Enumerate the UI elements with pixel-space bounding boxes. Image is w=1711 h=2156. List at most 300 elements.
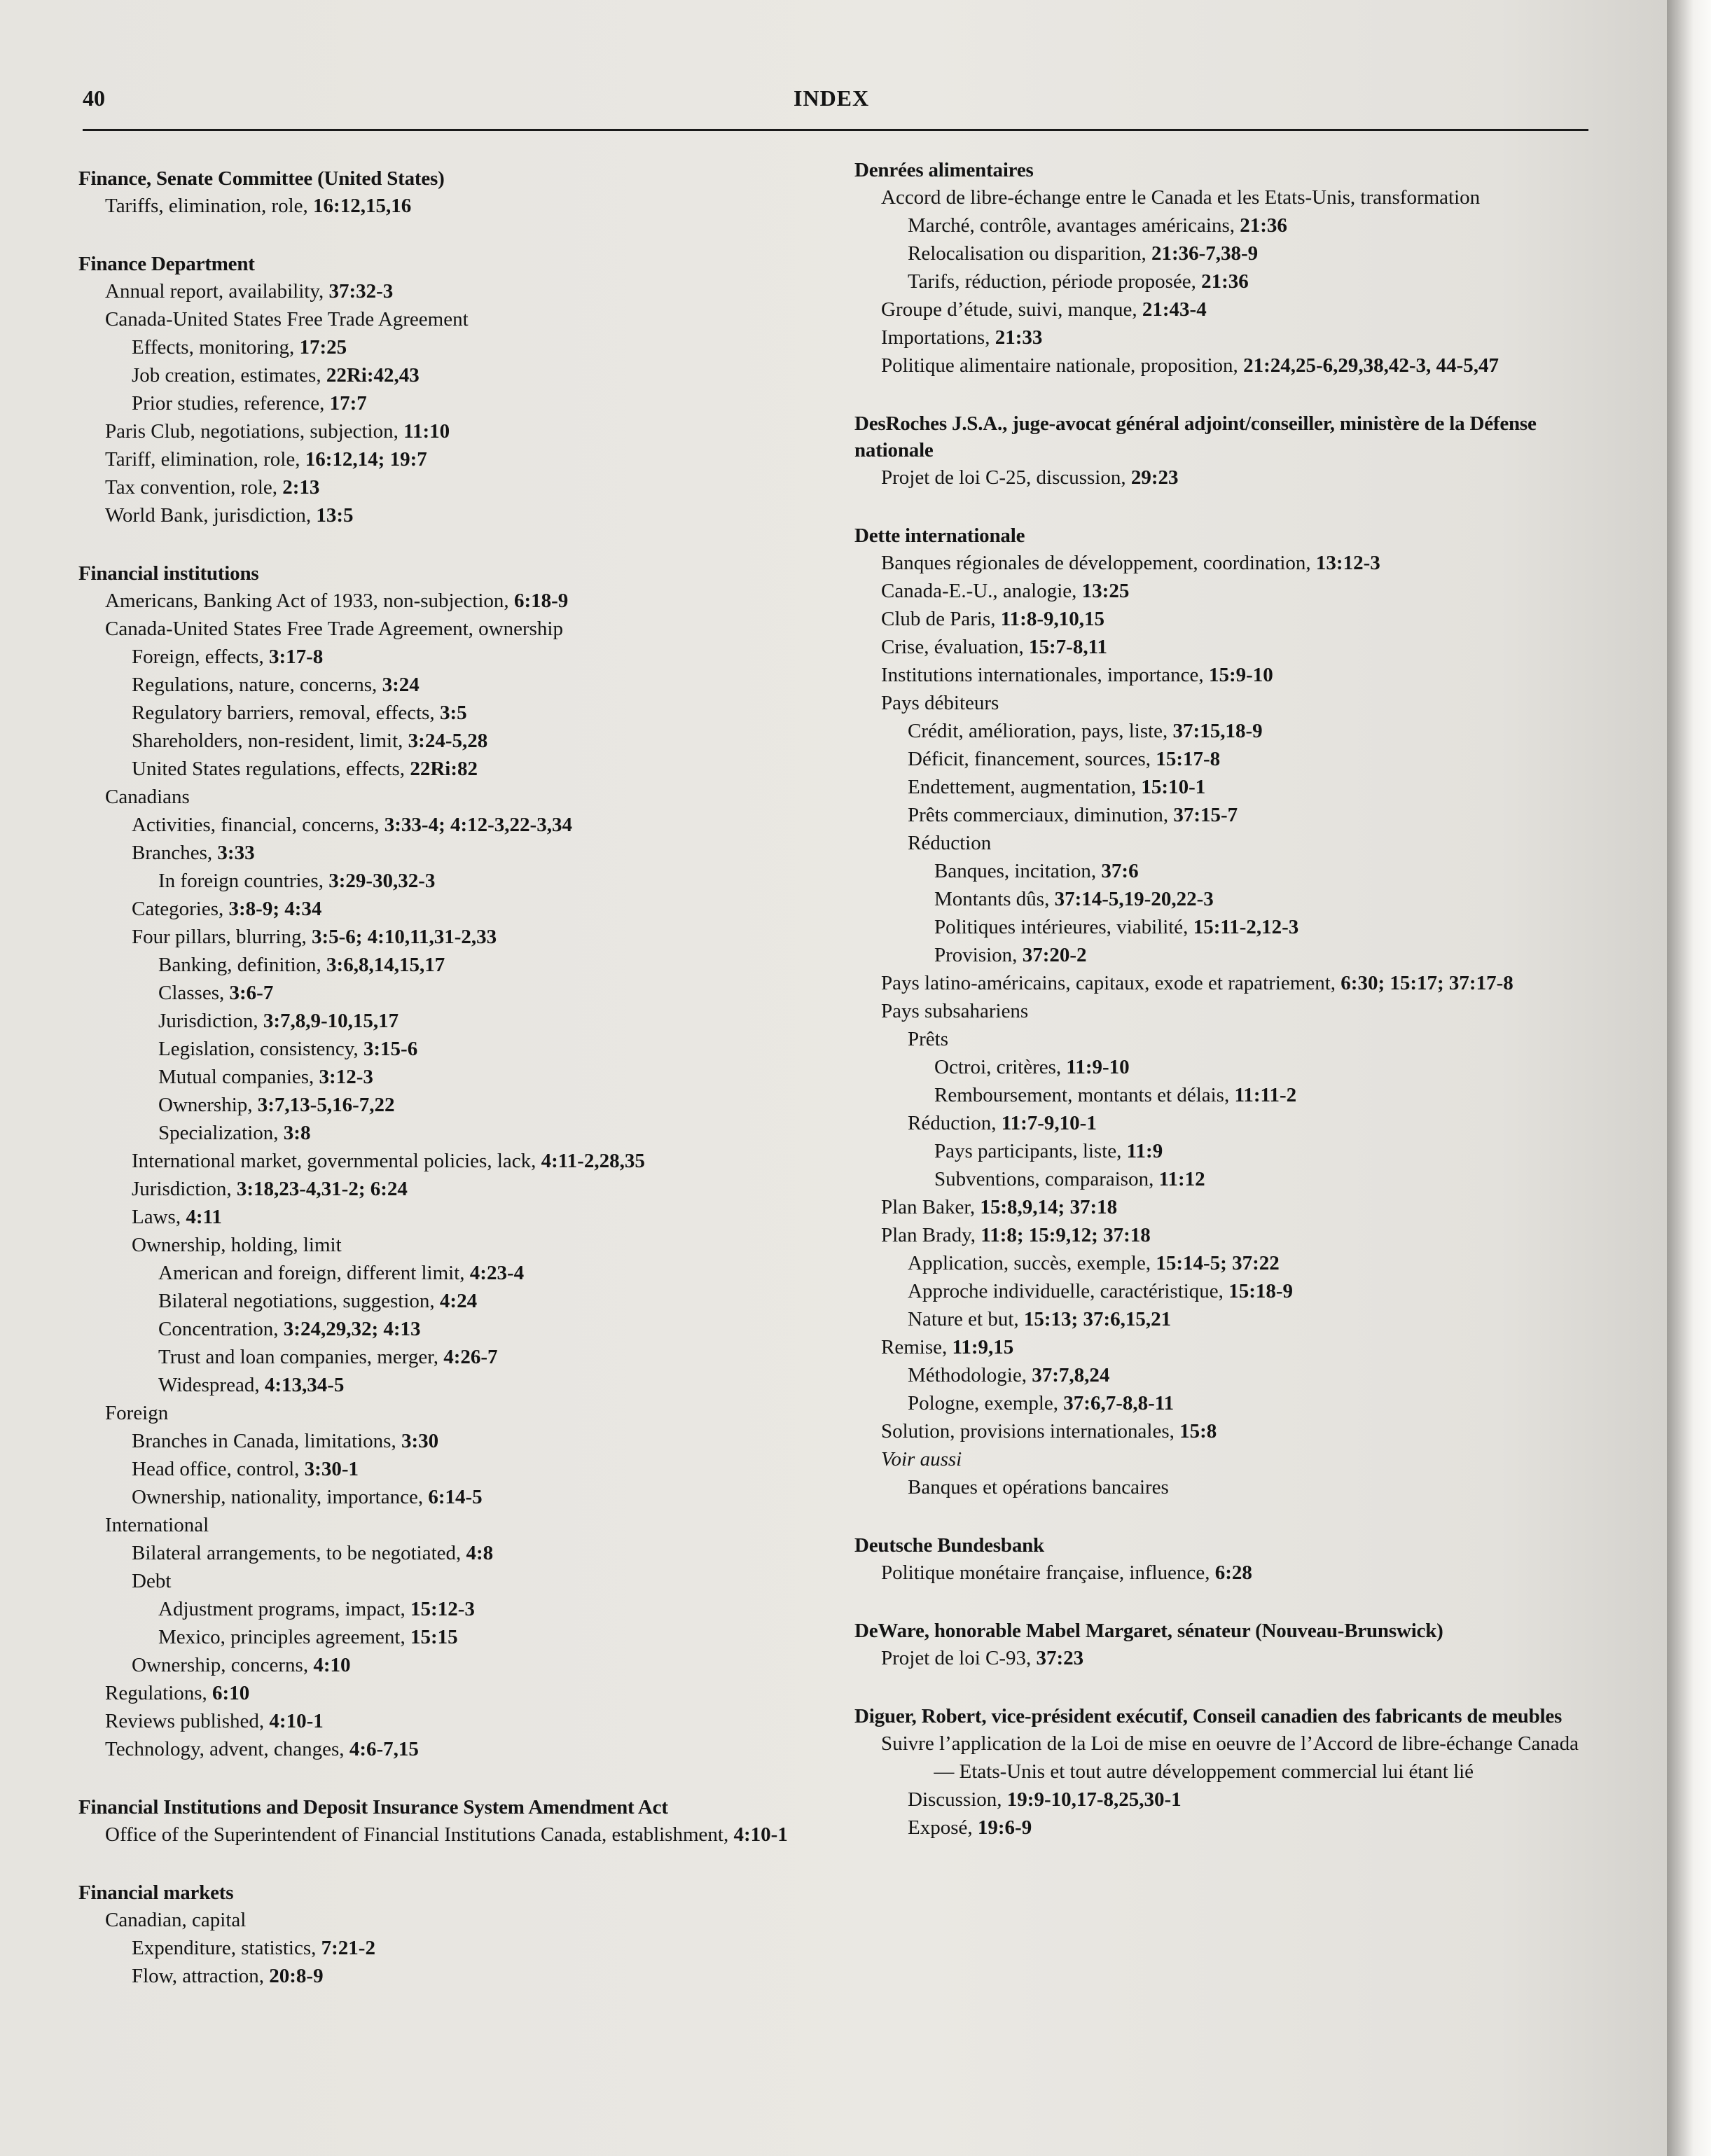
entry-text: Laws, xyxy=(132,1206,186,1228)
entry-text: Plan Baker, xyxy=(881,1196,981,1218)
entry-text: Politique alimentaire nationale, proposition, xyxy=(881,354,1244,377)
index-entry xyxy=(908,267,1604,295)
entry-reference: 21:36 xyxy=(1201,270,1249,293)
entry-reference: 2:13 xyxy=(282,476,320,499)
index-entry xyxy=(105,783,856,811)
entry-text: Ownership, concerns, xyxy=(132,1654,314,1676)
page-title: INDEX xyxy=(794,85,870,111)
index-entry xyxy=(158,1063,856,1091)
index-entry xyxy=(881,464,1604,492)
entry-reference: 4:11-2,28,35 xyxy=(541,1150,645,1172)
entry-text: Banques, incitation, xyxy=(934,860,1102,882)
index-entry xyxy=(881,605,1604,633)
entry-text: Crédit, amélioration, pays, liste, xyxy=(908,720,1173,742)
entry-reference: 21:36-7,38-9 xyxy=(1151,242,1259,265)
index-entry xyxy=(881,1333,1604,1361)
entry-text: Pays participants, liste, xyxy=(934,1140,1127,1162)
index-entry xyxy=(105,1735,856,1763)
entry-text: Concentration, xyxy=(158,1318,284,1340)
index-entry xyxy=(105,1707,856,1735)
index-heading: Deutsche Bundesbank xyxy=(854,1534,1044,1557)
index-entry xyxy=(158,979,856,1007)
entry-text: Pays latino-américains, capitaux, exode et rapatriement, xyxy=(881,972,1341,994)
entry-reference: 6:14-5 xyxy=(428,1486,483,1508)
entry-text: Head office, control, xyxy=(132,1458,305,1480)
page-header xyxy=(83,85,1588,134)
entry-text: Tariffs, elimination, role, xyxy=(105,195,314,217)
entry-text: Pays subsahariens xyxy=(881,1000,1029,1022)
entry-text: Banques et opérations bancaires xyxy=(908,1476,1169,1498)
entry-text: Tax convention, role, xyxy=(105,476,283,499)
entry-text: Jurisdiction, xyxy=(132,1178,237,1200)
index-entry xyxy=(105,501,856,529)
index-entry xyxy=(132,1567,856,1595)
entry-reference: 20:8-9 xyxy=(269,1965,324,1987)
entry-reference: 4:10 xyxy=(313,1654,351,1676)
index-entry xyxy=(105,1906,856,1934)
entry-reference: 15:18-9 xyxy=(1228,1280,1294,1302)
entry-reference: 21:33 xyxy=(995,326,1043,349)
entry-reference: 11:10 xyxy=(403,420,450,443)
index-entry xyxy=(881,1221,1604,1249)
entry-text: Regulations, nature, concerns, xyxy=(132,674,382,696)
entry-text: Voir aussi xyxy=(881,1448,962,1470)
entry-reference: 3:5 xyxy=(439,702,467,724)
entry-text: Mutual companies, xyxy=(158,1066,319,1088)
entry-reference: 17:25 xyxy=(299,336,347,359)
index-entry xyxy=(881,577,1604,605)
index-entry xyxy=(908,1814,1604,1842)
header-rule xyxy=(83,129,1588,131)
entry-text: Activities, financial, concerns, xyxy=(132,814,385,836)
index-entry xyxy=(934,1165,1604,1193)
entry-gap xyxy=(78,220,856,251)
entry-text: Technology, advent, changes, xyxy=(105,1738,349,1760)
index-entry xyxy=(908,1473,1604,1501)
entry-text: Branches in Canada, limitations, xyxy=(132,1430,401,1452)
entry-reference: 11:12 xyxy=(1158,1168,1205,1190)
index-entry xyxy=(908,1249,1604,1277)
entry-reference: 4:10-1 xyxy=(733,1823,788,1846)
index-entry xyxy=(158,1623,856,1651)
entry-reference: 15:14-5; 37:22 xyxy=(1156,1252,1280,1274)
entry-reference: 3:33-4; 4:12-3,22-3,34 xyxy=(384,814,572,836)
index-column-right xyxy=(854,157,1604,1842)
index-entry xyxy=(132,699,856,727)
index-entry xyxy=(908,717,1604,745)
entry-text: Regulatory barriers, removal, effects, xyxy=(132,702,440,724)
entry-text: Four pillars, blurring, xyxy=(132,926,312,948)
index-entry xyxy=(158,1343,856,1371)
index-entry xyxy=(105,417,856,445)
entry-text: Expenditure, statistics, xyxy=(132,1937,321,1959)
entry-text: Provision, xyxy=(934,944,1023,966)
index-entry xyxy=(105,1679,856,1707)
entry-reference: 13:12-3 xyxy=(1315,552,1380,574)
index-heading: Finance Department xyxy=(78,253,255,275)
entry-text: American and foreign, different limit, xyxy=(158,1262,470,1284)
entry-text: Prêts commerciaux, diminution, xyxy=(908,804,1174,826)
entry-text: Categories, xyxy=(132,898,229,920)
index-column-left xyxy=(78,165,856,1990)
entry-reference: 3:30-1 xyxy=(304,1458,359,1480)
index-entry xyxy=(105,615,856,643)
entry-text: Annual report, availability, xyxy=(105,280,329,302)
entry-gap xyxy=(854,492,1604,522)
entry-reference: 16:12,14; 19:7 xyxy=(305,448,427,471)
entry-text: Trust and loan companies, merger, xyxy=(158,1346,444,1368)
entry-text: Effects, monitoring, xyxy=(132,336,300,359)
entry-text: Foreign, effects, xyxy=(132,646,269,668)
entry-text: Debt xyxy=(132,1570,172,1592)
index-entry xyxy=(934,941,1604,969)
entry-reference: 6:10 xyxy=(212,1682,250,1704)
entry-reference: 11:9,15 xyxy=(952,1336,1014,1358)
index-entry xyxy=(908,1389,1604,1417)
index-entry xyxy=(158,1315,856,1343)
entry-text: Approche individuelle, caractéristique, xyxy=(908,1280,1229,1302)
entry-reference: 17:7 xyxy=(329,392,367,415)
index-entry xyxy=(105,445,856,473)
index-entry xyxy=(158,1091,856,1119)
entry-reference: 22Ri:82 xyxy=(410,758,478,780)
index-entry xyxy=(934,1137,1604,1165)
entry-text: Subventions, comparaison, xyxy=(934,1168,1159,1190)
index-entry xyxy=(132,1427,856,1455)
entry-text: Canada-United States Free Trade Agreement, ownership xyxy=(105,618,563,640)
entry-text: Job creation, estimates, xyxy=(132,364,326,387)
entry-text: Accord de libre-échange entre le Canada et les Etats-Unis, transformation xyxy=(881,186,1481,209)
entry-reference: 16:12,15,16 xyxy=(313,195,412,217)
index-entry xyxy=(934,913,1604,941)
index-entry xyxy=(132,727,856,755)
index-entry xyxy=(132,1539,856,1567)
entry-text: Réduction, xyxy=(908,1112,1002,1134)
entry-text: Widespread, xyxy=(158,1374,265,1396)
entry-text: Bilateral negotiations, suggestion, xyxy=(158,1290,440,1312)
entry-text: Shareholders, non-resident, limit, xyxy=(132,730,408,752)
entry-text: Nature et but, xyxy=(908,1308,1024,1330)
entry-text: Politique monétaire française, influence, xyxy=(881,1562,1215,1584)
entry-text: Politiques intérieures, viabilité, xyxy=(934,916,1193,938)
entry-reference: 15:8 xyxy=(1179,1420,1217,1442)
entry-text: Exposé, xyxy=(908,1816,978,1839)
entry-reference: 4:8 xyxy=(466,1542,494,1564)
index-entry xyxy=(881,997,1604,1025)
entry-text: Suivre l’application de la Loi de mise en oeuvre de l’Accord de libre-échange Canada — Etats-Unis et tout autre développement commercial lui étant lié xyxy=(881,1732,1579,1783)
index-entry xyxy=(132,1203,856,1231)
entry-text: Ownership, nationality, importance, xyxy=(132,1486,429,1508)
entry-text: Prior studies, reference, xyxy=(132,392,330,415)
entry-reference: 22Ri:42,43 xyxy=(326,364,420,387)
index-entry xyxy=(158,1371,856,1399)
entry-text: Canadians xyxy=(105,786,190,808)
entry-reference: 3:8 xyxy=(283,1122,311,1144)
entry-reference: 29:23 xyxy=(1130,466,1179,489)
index-entry xyxy=(158,1007,856,1035)
entry-reference: 3:18,23-4,31-2; 6:24 xyxy=(236,1178,408,1200)
entry-text: Americans, Banking Act of 1933, non-subjection, xyxy=(105,590,514,612)
entry-text: International market, governmental policies, lack, xyxy=(132,1150,541,1172)
index-entry xyxy=(132,811,856,839)
entry-text: Remise, xyxy=(881,1336,953,1358)
index-entry xyxy=(908,745,1604,773)
index-entry xyxy=(158,1595,856,1623)
index-entry xyxy=(881,324,1604,352)
entry-reference: 11:9-10 xyxy=(1066,1056,1130,1078)
entry-reference: 3:5-6; 4:10,11,31-2,33 xyxy=(311,926,497,948)
entry-text: Regulations, xyxy=(105,1682,213,1704)
entry-reference: 11:8; 15:9,12; 37:18 xyxy=(981,1224,1151,1246)
index-entry xyxy=(105,277,856,305)
entry-reference: 3:24 xyxy=(382,674,420,696)
index-entry xyxy=(881,183,1604,211)
index-entry xyxy=(908,773,1604,801)
index-entry xyxy=(908,1361,1604,1389)
index-entry xyxy=(881,689,1604,717)
entry-text: Application, succès, exemple, xyxy=(908,1252,1156,1274)
entry-reference: 6:18-9 xyxy=(513,590,569,612)
entry-reference: 15:13; 37:6,15,21 xyxy=(1023,1308,1172,1330)
entry-reference: 7:21-2 xyxy=(321,1937,375,1959)
index-entry xyxy=(132,389,856,417)
index-entry xyxy=(105,1511,856,1539)
entry-text: Mexico, principles agreement, xyxy=(158,1626,410,1648)
entry-text: Jurisdiction, xyxy=(158,1010,263,1032)
entry-reference: 3:7,13-5,16-7,22 xyxy=(257,1094,395,1116)
entry-reference: 37:7,8,24 xyxy=(1032,1364,1110,1386)
index-entry xyxy=(881,295,1604,324)
entry-reference: 4:10-1 xyxy=(269,1710,324,1732)
index-entry xyxy=(105,192,856,220)
index-entry xyxy=(158,951,856,979)
entry-reference: 3:7,8,9-10,15,17 xyxy=(263,1010,399,1032)
index-entry xyxy=(132,1175,856,1203)
index-entry xyxy=(132,1962,856,1990)
entry-text: Flow, attraction, xyxy=(132,1965,270,1987)
index-entry xyxy=(132,1934,856,1962)
entry-gap xyxy=(854,1587,1604,1618)
entry-reference: 19:9-10,17-8,25,30-1 xyxy=(1006,1788,1182,1811)
entry-text: Tariff, elimination, role, xyxy=(105,448,305,471)
index-entry xyxy=(881,352,1604,380)
index-entry xyxy=(881,1644,1604,1672)
entry-reference: 11:7-9,10-1 xyxy=(1001,1112,1097,1134)
entry-text: Specialization, xyxy=(158,1122,284,1144)
index-entry xyxy=(908,829,1604,857)
entry-reference: 3:29-30,32-3 xyxy=(328,870,436,892)
index-heading: Financial Institutions and Deposit Insurance System Amendment Act xyxy=(78,1796,668,1818)
entry-text: Tarifs, réduction, période proposée, xyxy=(908,270,1202,293)
entry-text: Crise, évaluation, xyxy=(881,636,1030,658)
index-entry xyxy=(908,1277,1604,1305)
index-entry xyxy=(881,1730,1604,1786)
entry-text: World Bank, jurisdiction, xyxy=(105,504,317,527)
index-entry xyxy=(105,1821,856,1849)
entry-reference: 21:24,25-6,29,38,42-3, 44-5,47 xyxy=(1243,354,1499,377)
entry-reference: 37:14-5,19-20,22-3 xyxy=(1054,888,1214,910)
entry-gap xyxy=(854,1501,1604,1532)
entry-reference: 4:6-7,15 xyxy=(349,1738,419,1760)
entry-reference: 3:24,29,32; 4:13 xyxy=(283,1318,421,1340)
entry-text: Reviews published, xyxy=(105,1710,270,1732)
index-entry xyxy=(105,1399,856,1427)
index-entry xyxy=(881,633,1604,661)
entry-text: Ownership, holding, limit xyxy=(132,1234,342,1256)
entry-reference: 4:24 xyxy=(439,1290,478,1312)
entry-reference: 3:30 xyxy=(401,1430,439,1452)
entry-text: Déficit, financement, sources, xyxy=(908,748,1156,770)
entry-text: Pays débiteurs xyxy=(881,692,999,714)
book-spine-edge xyxy=(1667,0,1711,2156)
entry-text: Plan Brady, xyxy=(881,1224,981,1246)
index-entry xyxy=(881,1417,1604,1445)
entry-text: Institutions internationales, importance, xyxy=(881,664,1209,686)
entry-text: Pologne, exemple, xyxy=(908,1392,1064,1414)
entry-reference: 4:23-4 xyxy=(469,1262,525,1284)
index-entry xyxy=(934,1053,1604,1081)
index-heading: Diguer, Robert, vice-président exécutif, Conseil canadien des fabricants de meubles xyxy=(854,1705,1563,1727)
entry-gap xyxy=(78,1763,856,1794)
entry-text: Canada-E.-U., analogie, xyxy=(881,580,1082,602)
index-entry xyxy=(132,1231,856,1259)
index-entry xyxy=(881,1193,1604,1221)
index-heading: Financial markets xyxy=(78,1882,234,1904)
index-entry xyxy=(132,643,856,671)
entry-text: Bilateral arrangements, to be negotiated, xyxy=(132,1542,466,1564)
entry-reference: 15:8,9,14; 37:18 xyxy=(980,1196,1118,1218)
entry-text: Montants dûs, xyxy=(934,888,1055,910)
entry-reference: 19:6-9 xyxy=(977,1816,1032,1839)
index-entry xyxy=(934,857,1604,885)
entry-text: United States regulations, effects, xyxy=(132,758,410,780)
entry-reference: 6:28 xyxy=(1214,1562,1252,1584)
page-number: 40 xyxy=(83,85,105,111)
entry-text: Réduction xyxy=(908,832,992,854)
entry-reference: 3:12-3 xyxy=(319,1066,373,1088)
index-heading: DesRoches J.S.A., juge-avocat général adjoint/conseiller, ministère de la Défense nationale xyxy=(854,412,1537,461)
entry-text: Endettement, augmentation, xyxy=(908,776,1142,798)
index-heading: Dette internationale xyxy=(854,524,1025,547)
index-entry xyxy=(132,1147,856,1175)
entry-reference: 3:6-7 xyxy=(229,982,274,1004)
entry-reference: 11:8-9,10,15 xyxy=(1000,608,1104,630)
entry-text: Remboursement, montants et délais, xyxy=(934,1084,1235,1106)
entry-text: Banques régionales de développement, coordination, xyxy=(881,552,1316,574)
entry-reference: 6:30; 15:17; 37:17-8 xyxy=(1341,972,1513,994)
entry-reference: 37:23 xyxy=(1036,1647,1084,1669)
entry-text: Branches, xyxy=(132,842,218,864)
index-entry xyxy=(934,885,1604,913)
entry-text: Foreign xyxy=(105,1402,169,1424)
entry-reference: 3:15-6 xyxy=(363,1038,418,1060)
entry-gap xyxy=(78,1849,856,1879)
entry-reference: 3:8-9; 4:34 xyxy=(228,898,322,920)
entry-reference: 37:20-2 xyxy=(1022,944,1087,966)
entry-gap xyxy=(854,1672,1604,1703)
index-entry xyxy=(158,1259,856,1287)
index-entry xyxy=(908,1305,1604,1333)
index-entry xyxy=(132,671,856,699)
index-entry xyxy=(132,839,856,867)
index-entry xyxy=(105,473,856,501)
entry-text: Relocalisation ou disparition, xyxy=(908,242,1151,265)
index-entry xyxy=(132,923,856,951)
index-entry xyxy=(132,895,856,923)
entry-text: Legislation, consistency, xyxy=(158,1038,363,1060)
entry-reference: 37:15,18-9 xyxy=(1172,720,1263,742)
entry-text: Office of the Superintendent of Financial Institutions Canada, establishment, xyxy=(105,1823,734,1846)
entry-gap xyxy=(78,529,856,560)
entry-reference: 13:5 xyxy=(316,504,354,527)
entry-reference: 15:10-1 xyxy=(1141,776,1206,798)
index-entry xyxy=(132,1455,856,1483)
entry-text: Importations, xyxy=(881,326,995,349)
entry-reference: 4:26-7 xyxy=(443,1346,498,1368)
entry-text: Canadian, capital xyxy=(105,1909,247,1931)
entry-reference: 4:13,34-5 xyxy=(264,1374,345,1396)
entry-reference: 15:9-10 xyxy=(1208,664,1273,686)
entry-reference: 15:15 xyxy=(410,1626,458,1648)
entry-reference: 37:6 xyxy=(1101,860,1139,882)
entry-text: Ownership, xyxy=(158,1094,258,1116)
entry-text: Classes, xyxy=(158,982,230,1004)
entry-text: Méthodologie, xyxy=(908,1364,1032,1386)
entry-reference: 13:25 xyxy=(1081,580,1130,602)
entry-text: Octroi, critères, xyxy=(934,1056,1067,1078)
index-entry xyxy=(908,801,1604,829)
index-heading: Finance, Senate Committee (United States) xyxy=(78,167,445,190)
index-entry xyxy=(158,867,856,895)
index-entry xyxy=(132,1651,856,1679)
index-entry xyxy=(132,333,856,361)
entry-text: Projet de loi C-25, discussion, xyxy=(881,466,1131,489)
index-entry xyxy=(908,1109,1604,1137)
entry-text: Marché, contrôle, avantages américains, xyxy=(908,214,1240,237)
entry-reference: 15:11-2,12-3 xyxy=(1193,916,1299,938)
index-entry xyxy=(908,239,1604,267)
entry-text: Solution, provisions internationales, xyxy=(881,1420,1180,1442)
index-entry xyxy=(158,1035,856,1063)
entry-reference: 3:6,8,14,15,17 xyxy=(326,954,445,976)
entry-reference: 4:11 xyxy=(186,1206,222,1228)
entry-reference: 15:12-3 xyxy=(410,1598,475,1620)
index-entry xyxy=(105,587,856,615)
entry-text: Canada-United States Free Trade Agreement xyxy=(105,308,469,331)
index-heading: Financial institutions xyxy=(78,562,259,585)
entry-reference: 11:11-2 xyxy=(1234,1084,1297,1106)
index-entry xyxy=(908,211,1604,239)
index-entry xyxy=(132,1483,856,1511)
index-entry xyxy=(934,1081,1604,1109)
entry-text: Projet de loi C-93, xyxy=(881,1647,1037,1669)
entry-reference: 21:43-4 xyxy=(1142,298,1207,321)
entry-reference: 3:33 xyxy=(217,842,255,864)
index-entry xyxy=(881,549,1604,577)
entry-reference: 37:32-3 xyxy=(328,280,394,302)
index-entry xyxy=(132,361,856,389)
entry-text: Adjustment programs, impact, xyxy=(158,1598,411,1620)
index-heading: DeWare, honorable Mabel Margaret, sénateur (Nouveau-Brunswick) xyxy=(854,1620,1443,1642)
entry-text: Banking, definition, xyxy=(158,954,327,976)
index-heading: Denrées alimentaires xyxy=(854,159,1034,181)
index-entry xyxy=(105,305,856,333)
entry-text: International xyxy=(105,1514,209,1536)
index-entry xyxy=(132,755,856,783)
entry-text: Paris Club, negotiations, subjection, xyxy=(105,420,404,443)
index-entry xyxy=(881,969,1604,997)
entry-text: Discussion, xyxy=(908,1788,1007,1811)
